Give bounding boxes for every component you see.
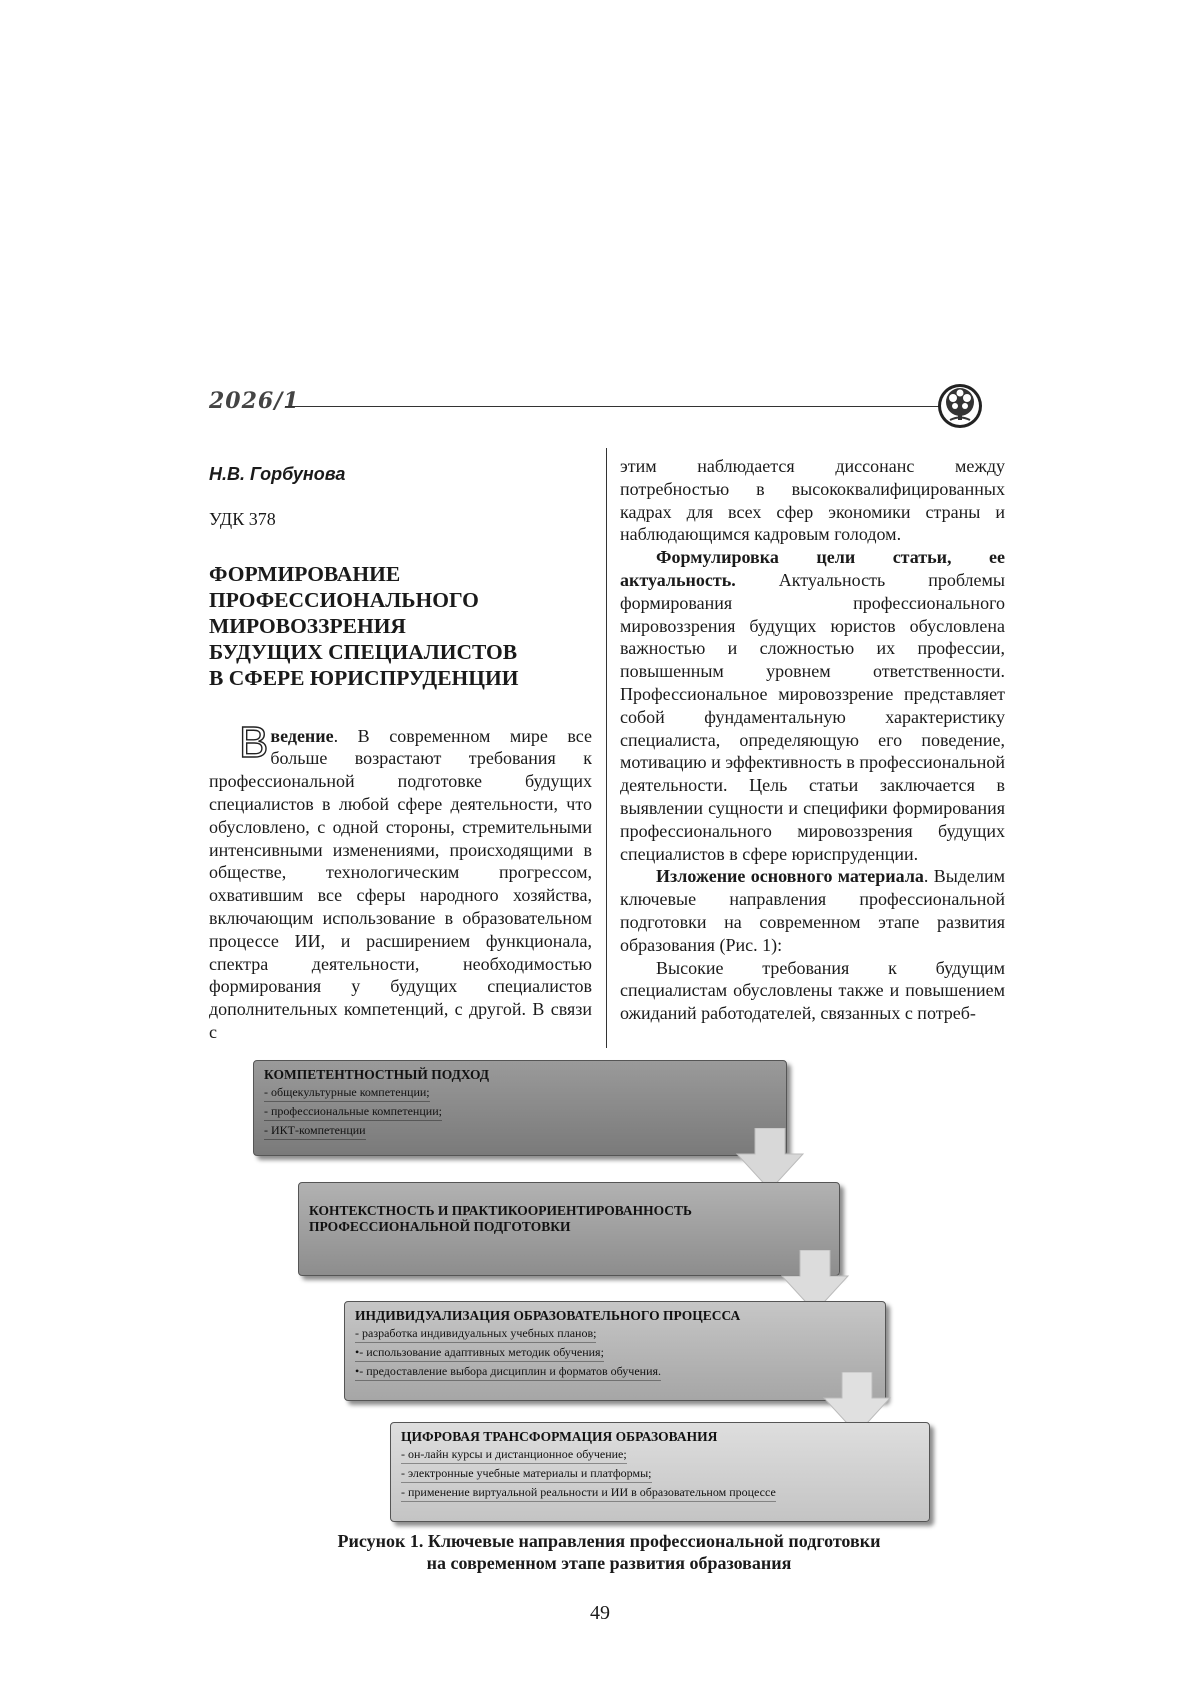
title-line: В СФЕРЕ ЮРИСПРУДЕНЦИИ bbox=[209, 665, 519, 690]
box-heading: ЦИФРОВАЯ ТРАНСФОРМАЦИЯ ОБРАЗОВАНИЯ bbox=[401, 1429, 718, 1444]
article-title bbox=[209, 561, 592, 691]
right-column bbox=[620, 455, 1005, 1025]
box-heading: КОМПЕТЕНТНОСТНЫЙ ПОДХОД bbox=[264, 1067, 490, 1082]
paragraph: этим наблюдается диссонанс между потребностью в высококвалифицированных кадрах для всех сфер экономики страны и наблюдающимся кадровым голодом. bbox=[620, 456, 1005, 545]
page-number: 49 bbox=[590, 1602, 610, 1624]
figure-box-digital bbox=[390, 1422, 930, 1522]
author-name: Н.В. Горбунова bbox=[209, 464, 346, 484]
figure-box-competency bbox=[253, 1060, 787, 1156]
header-rule bbox=[285, 406, 945, 407]
main-material-text: . Выделим ключевые направления профессиональной подготовки на современном этапе развития образования (Рис. 1): bbox=[620, 866, 1005, 955]
figure-caption bbox=[209, 1530, 1009, 1574]
aim-paragraph bbox=[620, 546, 1005, 865]
title-line: ФОРМИРОВАНИЕ bbox=[209, 561, 401, 586]
main-material-heading: Изложение основного материала bbox=[656, 866, 924, 887]
title-line: МИРОВОЗЗРЕНИЯ bbox=[209, 613, 406, 638]
figure-1 bbox=[240, 1060, 1000, 1510]
figure-box-individualization bbox=[344, 1301, 886, 1401]
issue-number: 2026/1 bbox=[209, 388, 300, 414]
aim-heading: Формулировка цели статьи, ее актуальность. bbox=[620, 547, 1005, 590]
box-item: •- использование адаптивных методик обучения; bbox=[355, 1344, 604, 1362]
tree-emblem-icon bbox=[936, 382, 984, 430]
box-item: - профессиональные компетенции; bbox=[264, 1103, 442, 1121]
udk-code: УДК 378 bbox=[209, 508, 276, 529]
box-item: - ИКТ-компетенции bbox=[264, 1122, 366, 1140]
main-material-paragraph bbox=[620, 865, 1005, 956]
running-header bbox=[209, 388, 1009, 438]
caption-line: на современном этапе развития образования bbox=[426, 1553, 792, 1573]
box-item: - применение виртуальной реальности и ИИ в образовательном процессе bbox=[401, 1484, 776, 1502]
intro-heading: ведение bbox=[270, 725, 334, 746]
aim-text: Актуальность проблемы формирования профессионального мировоззрения будущих юристов обусловлена важностью и сложностью их профессии, повышенным уровнем ответственности. Профессиональное мировоззрение представляет собой фундаментальную характеристику специалиста, определяющую его поведение, мотивацию и эффективность в профессиональной деятельности. Цель статьи заключается в выявлении сущности и специфики формирования профессионального мировоззрения будущих специалистов в сфере юриспруденции. bbox=[620, 569, 1005, 864]
caption-line: Рисунок 1. Ключевые направления профессиональной подготовки bbox=[337, 1531, 881, 1551]
figure-box-context bbox=[298, 1182, 840, 1276]
paragraph: Высокие требования к будущим специалистам обусловлены также и повышением ожиданий работодателей, связанных с потреб- bbox=[620, 957, 1005, 1024]
box-heading: ИНДИВИДУАЛИЗАЦИЯ ОБРАЗОВАТЕЛЬНОГО ПРОЦЕССА bbox=[355, 1308, 741, 1323]
box-item: •- предоставление выбора дисциплин и форматов обучения. bbox=[355, 1363, 661, 1381]
dropcap: В bbox=[239, 717, 269, 767]
title-line: ПРОФЕССИОНАЛЬНОГО bbox=[209, 587, 479, 612]
left-column bbox=[209, 455, 592, 1044]
box-item: - общекультурные компетенции; bbox=[264, 1084, 430, 1102]
column-divider bbox=[606, 448, 607, 1048]
box-item: - разработка индивидуальных учебных планов; bbox=[355, 1325, 596, 1343]
box-item: - электронные учебные материалы и платформы; bbox=[401, 1465, 652, 1483]
title-line: БУДУЩИХ СПЕЦИАЛИСТОВ bbox=[209, 639, 518, 664]
box-heading: КОНТЕКСТНОСТЬ И ПРАКТИКООРИЕНТИРОВАННОСТЬ ПРОФЕССИОНАЛЬНОЙ ПОДГОТОВКИ bbox=[309, 1203, 692, 1234]
intro-text: . В современном мире все больше возрастают требования к профессиональной подготовке будущих специалистов в любой сфере деятельности, что обусловлено, с одной стороны, стремительными интенсивными изменениями, происходящими в обществе, технологическим прогрессом, охватившим все сферы народного хозяйства, включающим использование в образовательном процессе ИИ, и расширением функционала, спектра деятельности, необходимостью формирования у будущих специалистов дополнительных компетенций, с другой. В связи с bbox=[209, 725, 592, 1042]
box-item: - он-лайн курсы и дистанционное обучение; bbox=[401, 1446, 627, 1464]
intro-paragraph bbox=[209, 717, 592, 1044]
